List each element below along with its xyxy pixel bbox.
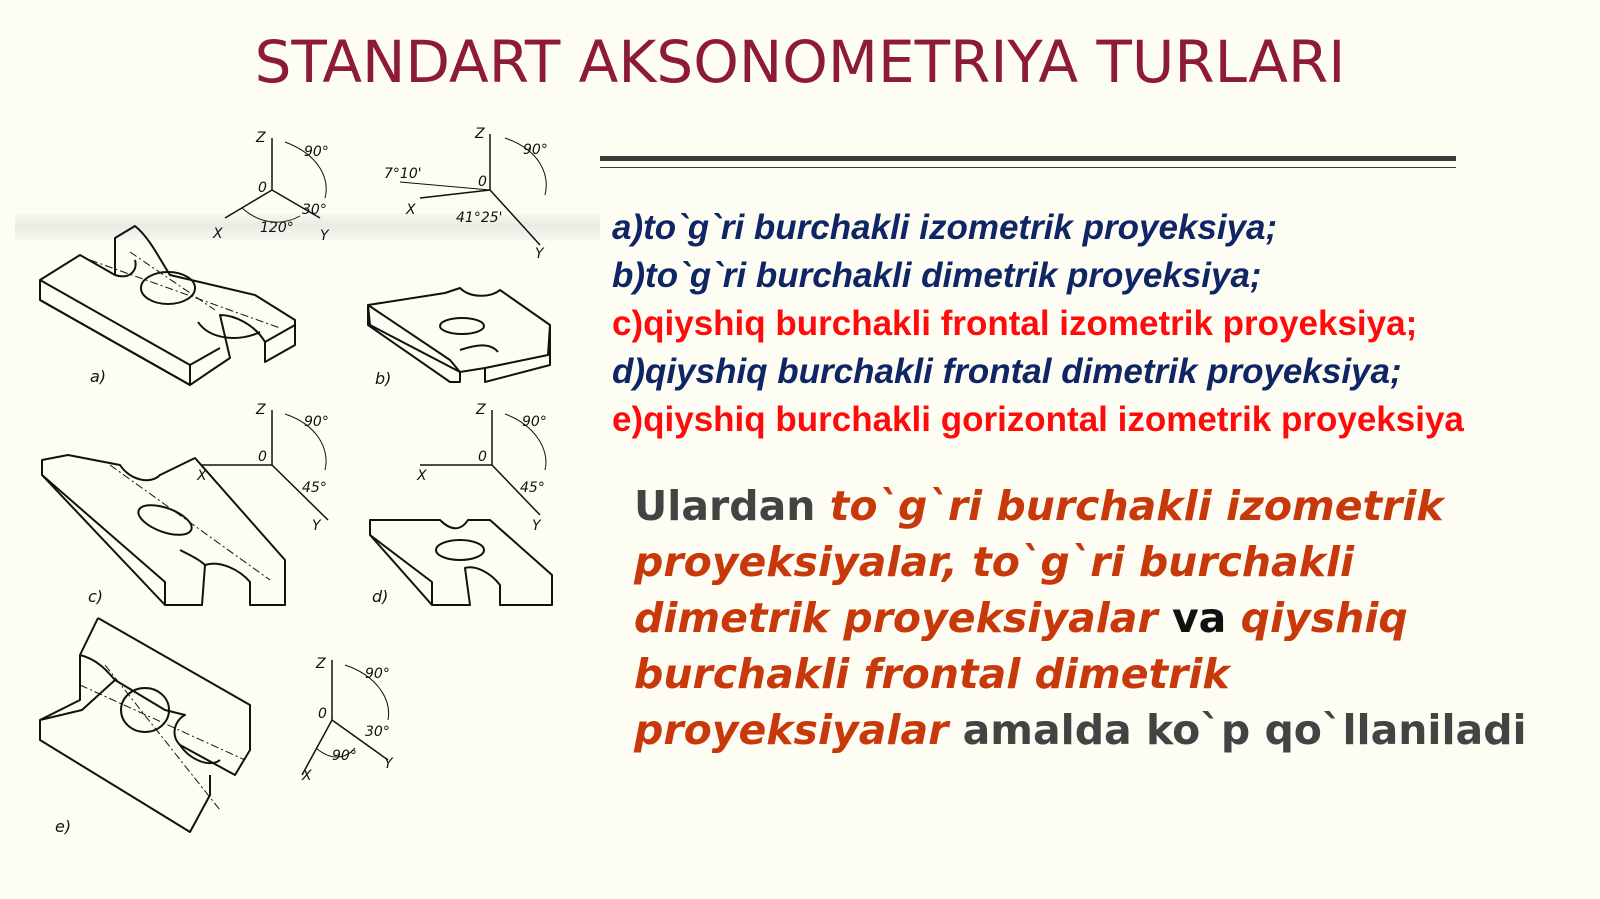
angle-a-120: 120° [260,220,294,236]
figure-d-part [370,520,552,605]
axis-y-e: Y [384,756,393,772]
list-item-b: b)to`g`ri burchakli dimetrik proyeksiya; [612,256,1262,295]
slide-title: STANDART AKSONOMETRIYA TURLARI [254,28,1346,96]
axis-z-a: Z [256,130,266,146]
angle-b-90: 90° [523,142,548,158]
figure-a-part [40,226,295,385]
angle-c-90: 90° [304,414,329,430]
figure-c-part [42,455,285,605]
angle-b-7: 7°10' [384,166,422,182]
summary-connector: va [1157,594,1241,642]
axis-x-b: X [406,202,416,218]
axis-z-b: Z [475,126,485,142]
list-item-d: d)qiyshiq burchakli frontal dimetrik proyeksiya; [612,352,1402,391]
list-item-c: c)qiyshiq burchakli frontal izometrik proyeksiya; [612,304,1418,343]
projection-list [612,204,1600,444]
axis-z-c: Z [256,402,266,418]
angle-a-90: 90° [304,144,329,160]
axis-o-e: 0 [318,706,327,722]
label-e: e) [55,817,72,836]
label-a: a) [90,367,107,386]
summary-highlight-2: qiyshiq burchakli frontal dimetrik proyeksiyalar [634,594,1408,754]
angle-a-30: 30° [302,202,327,218]
figure-b-part [368,288,550,382]
summary-tail: amalda ko`p qo`llaniladi [948,706,1527,754]
axis-o-a: 0 [258,180,267,196]
axis-x-a: X [213,226,223,242]
axis-x-e: X [302,768,312,784]
angle-d-45: 45° [520,480,545,496]
label-c: c) [88,587,104,606]
axis-y-c: Y [312,518,321,534]
summary-highlight-1: to`g`ri burchakli izometrik proyeksiyalar, to`g`ri burchakli dimetrik proyeksiyalar [634,482,1444,642]
axis-y-b: Y [535,246,544,262]
summary-lead: Ulardan [634,482,830,530]
angle-e-90b: 90° [332,748,357,764]
label-d: d) [372,587,389,606]
label-b: b) [375,369,392,388]
axonometry-figures [20,120,600,860]
axis-z-d: Z [476,402,486,418]
angle-e-90: 90° [365,666,390,682]
angle-e-30: 30° [365,724,390,740]
axis-z-e: Z [316,656,326,672]
angle-b-41: 41°25' [456,210,503,226]
title-divider-thick [600,156,1456,161]
axis-x-d: X [417,468,427,484]
axis-x-c: X [197,468,207,484]
summary-paragraph [634,478,1534,758]
axis-o-d: 0 [478,449,487,465]
axis-o-b: 0 [478,174,487,190]
list-item-e: e)qiyshiq burchakli gorizontal izometrik proyeksiya [612,400,1464,439]
angle-c-45: 45° [302,480,327,496]
title-divider-thin [600,167,1456,168]
list-item-a: a)to`g`ri burchakli izometrik proyeksiya; [612,208,1278,247]
angle-d-90: 90° [522,414,547,430]
axis-y-d: Y [532,518,541,534]
figure-e-part [40,618,250,832]
axis-y-a: Y [320,228,329,244]
axis-o-c: 0 [258,449,267,465]
